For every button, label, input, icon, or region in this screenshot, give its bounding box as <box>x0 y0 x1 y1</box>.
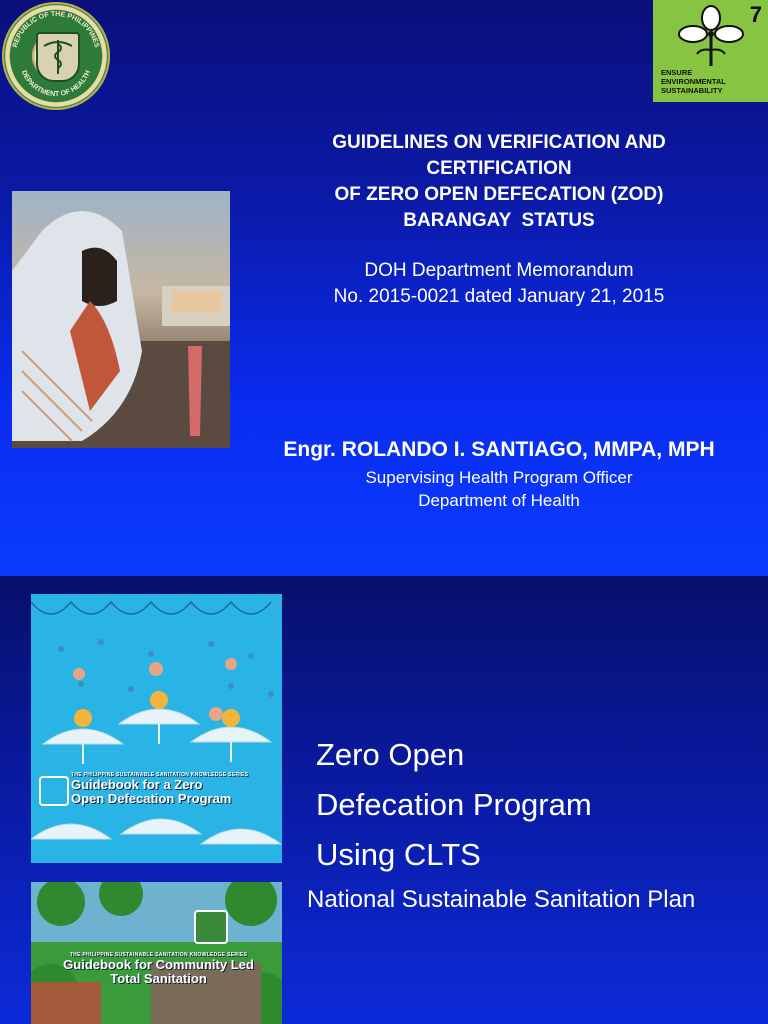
seal-top-text: REPUBLIC OF THE PHILIPPINES <box>11 10 101 49</box>
mdg-caption <box>661 68 726 95</box>
flower-icon <box>671 4 751 68</box>
book2-series: THE PHILIPPINE SUSTAINABLE SANITATION KNOWLEDGE SERIES <box>69 952 248 958</box>
title-line: CERTIFICATION <box>426 158 572 179</box>
toilet-logo-icon <box>39 776 69 806</box>
book2-title-line: Total Sanitation <box>110 971 207 986</box>
memo-line: No. 2015-0021 dated January 21, 2015 <box>333 286 665 307</box>
person-photo <box>12 191 230 448</box>
title-line: GUIDELINES ON VERIFICATION AND <box>332 132 666 153</box>
speaker-role <box>256 466 742 512</box>
book1-series: THE PHILIPPINE SUSTAINABLE SANITATION KNOWLEDGE SERIES <box>71 772 249 778</box>
book2-title-line: Guidebook for Community Led <box>63 957 254 972</box>
seal-bottom-text: DEPARTMENT OF HEALTH <box>19 69 93 99</box>
mdg-caption-line: ENSURE <box>661 68 693 77</box>
book1-title-line: Open Defecation Program <box>71 791 232 806</box>
sanitation-plan-subheading: National Sustainable Sanitation Plan <box>307 886 696 913</box>
title-line: BARANGAY STATUS <box>403 210 595 231</box>
heading-line: Defecation Program <box>316 787 592 822</box>
speaker-name: Engr. ROLANDO I. SANTIAGO, MMPA, MPH <box>283 438 715 461</box>
role-line: Supervising Health Program Officer <box>365 468 633 487</box>
title-line: OF ZERO OPEN DEFECATION (ZOD) <box>334 184 664 205</box>
clts-guidebook-cover <box>31 882 282 1024</box>
heading-line: Zero Open <box>316 737 465 772</box>
memo-line: DOH Department Memorandum <box>364 260 634 281</box>
mdg-goal-7-badge <box>653 0 768 102</box>
mdg-caption-line: ENVIRONMENTAL <box>661 77 726 86</box>
doh-seal-logo <box>2 2 110 110</box>
mdg-caption-line: SUSTAINABILITY <box>661 86 723 95</box>
zod-guidebook-cover <box>31 594 282 863</box>
program-heading <box>316 730 592 880</box>
book1-banner <box>71 772 281 806</box>
memorandum-reference <box>260 258 738 310</box>
book1-title-line: Guidebook for a Zero <box>71 777 203 792</box>
mdg-number: 7 <box>749 2 762 27</box>
community-logo-icon <box>194 910 228 944</box>
presentation-title <box>260 130 738 234</box>
seal-shield-icon <box>36 32 80 82</box>
book2-banner <box>41 952 276 986</box>
role-line: Department of Health <box>418 491 580 510</box>
slide-2 <box>0 576 768 1024</box>
heading-line: Using CLTS <box>316 837 481 872</box>
